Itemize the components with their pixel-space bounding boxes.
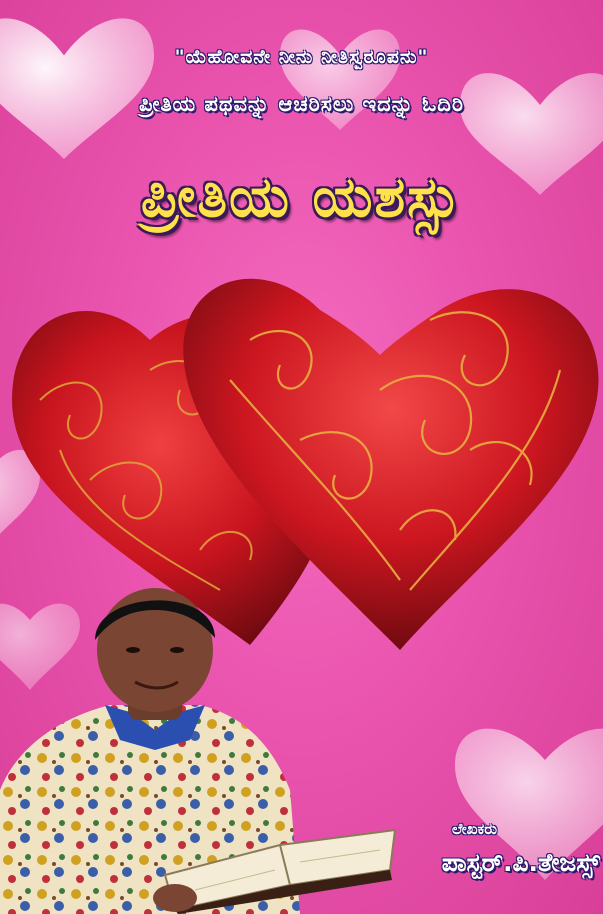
bg-heart-top-left <box>0 18 154 159</box>
tagline: "ಯೆಹೋವನೇ ನೀನು ನೀತಿಸ್ವರೂಪನು" <box>174 46 429 68</box>
author-label: ಲೇಖಕರು <box>452 820 498 838</box>
book-title: ಪ್ರೀತಿಯ ಯಶಸ್ಸು <box>140 165 463 230</box>
author-photo <box>0 580 400 914</box>
author-hand <box>153 884 197 912</box>
subtitle: ಪ್ರೀತಿಯ ಪಥವನ್ನು ಆಚರಿಸಲು ಇದನ್ನು ಓದಿರಿ <box>139 92 464 116</box>
author-name: ಪಾಸ್ಟರ್.ಪಿ.ತೇಜಸ್ಸ್ <box>441 848 600 877</box>
